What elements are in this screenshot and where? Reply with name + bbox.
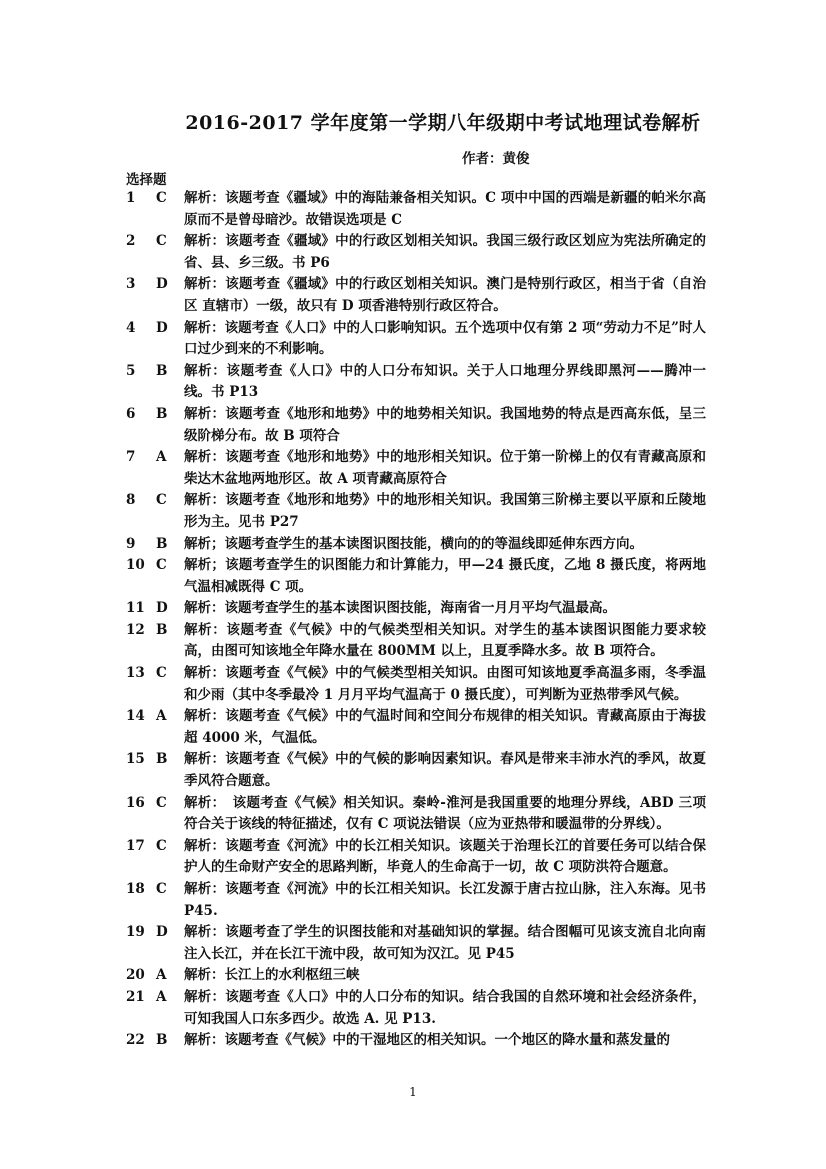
question-answer: D (156, 924, 168, 941)
question-explanation: 解析：该题考查《河流》中的长江相关知识。长江发源于唐古拉山脉，注入东海。见书 P45. (184, 881, 706, 919)
question-explanation: 解析：该题考查《疆域》中的海陆兼备相关知识。C 项中中国的西端是新疆的帕米尔高原而不是曾母暗沙。故错误选项是 C (184, 190, 706, 228)
question-number: 6 (126, 405, 136, 422)
question-number: 18 (126, 881, 145, 897)
question-answer: C (156, 837, 167, 854)
question-item (126, 555, 706, 598)
question-number: 4 (126, 319, 136, 336)
question-explanation: 解析：该题考查《气候》中的干湿地区的相关知识。一个地区的降水量和蒸发量的 (184, 1032, 670, 1049)
question-number: 20 (126, 967, 145, 984)
question-explanation: 解析：该题考查了学生的识图技能和对基础知识的掌握。结合图幅可见该支流自北向南注入长江，并在长江干流中段，故可知为汉江。见 P45 (184, 924, 706, 962)
question-answer: C (156, 492, 167, 509)
question-explanation: 解析：该题考查《气候》中的气温时间和空间分布规律的相关知识。青藏高原由于海拔超 4000 米，气温低。 (184, 708, 706, 746)
question-number: 5 (126, 362, 136, 379)
question-item (126, 836, 706, 879)
question-number: 10 (126, 557, 145, 574)
question-item (126, 598, 706, 620)
question-number: 12 (126, 621, 145, 638)
question-item (126, 749, 706, 792)
question-number: 17 (126, 837, 145, 854)
question-answer: D (156, 600, 168, 617)
question-number: 13 (126, 665, 145, 682)
question-number: 7 (126, 449, 136, 466)
page-number: 1 (409, 1085, 417, 1099)
question-item (126, 188, 706, 231)
question-item (126, 231, 706, 274)
question-explanation: 解析：该题考查《疆域》中的行政区划相关知识。我国三级行政区划应为宪法所确定的 省、县、乡三级。书 P6 (184, 233, 706, 271)
question-answer: B (156, 405, 168, 422)
question-explanation: 解析；该题考查学生的基本读图识图技能，横向的的等温线即延伸东西方向。 (184, 535, 643, 552)
question-explanation: 解析：该题考查《气候》中的气候类型相关知识。由图可知该地夏季高温多雨，冬季温和少雨（其中冬季最冷 1 月月平均气温高于 0 摄氏度），可判断为亚热带季风气候。 (184, 665, 706, 703)
question-answer: C (156, 794, 167, 811)
question-explanation: 解析： 该题考查《气候》相关知识。秦岭-淮河是我国重要的地理分界线，ABD 三项符合关于该线的特征描述，仅有 C 项说法错误（应为亚热带和暖温带的分界线）。 (184, 794, 706, 833)
question-number: 3 (126, 276, 136, 293)
question-answer: C (156, 190, 167, 206)
question-item (126, 663, 706, 706)
question-explanation: 解析：该题考查《人口》中的人口影响知识。五个选项中仅有第 2 项“劳动力不足”时人口过少到来的不利影响。 (184, 319, 706, 358)
question-item (126, 706, 706, 749)
question-explanation: 解析：该题考查《人口》中的人口分布的知识。结合我国的自然环境和社会经济条件，可知我国人口东多西少。故选 A. 见 P13. (184, 988, 706, 1027)
question-number: 22 (126, 1032, 145, 1049)
question-answer: C (156, 557, 167, 574)
question-item (126, 534, 706, 556)
question-answer: A (156, 988, 167, 1005)
question-explanation: 解析：该题考查《疆域》中的行政区划相关知识。澳门是特别行政区，相当于省（自治区 直辖市）一级，故只有 D 项香港特别行政区符合。 (184, 276, 706, 314)
question-answer: B (156, 362, 168, 379)
question-list (126, 188, 706, 1052)
question-number: 14 (126, 708, 145, 725)
question-number: 8 (126, 492, 136, 509)
question-answer: D (156, 276, 168, 293)
question-explanation: 解析：该题考查《气候》中的气候类型相关知识。对学生的基本读图识图能力要求较高，由图可知该地全年降水量在 800MM 以上，且夏季降水多。故 B 项符合。 (184, 621, 706, 660)
question-answer: B (156, 751, 168, 768)
question-item (126, 318, 706, 361)
question-explanation: 解析：该题考查《人口》中的人口分布知识。关于人口地理分界线即黑河——腾冲一线。书 P13 (184, 362, 706, 401)
question-item (126, 490, 706, 533)
question-number: 2 (126, 233, 136, 250)
question-item (126, 274, 706, 317)
question-explanation: 解析：长江上的水利枢纽三峡 (184, 967, 360, 984)
question-explanation: 解析；该题考查学生的识图能力和计算能力，甲—24 摄氏度，乙地 8 摄氏度，将两地气温相减既得 C 项。 (184, 557, 706, 595)
question-answer: C (156, 233, 167, 250)
question-explanation: 解析：该题考查《河流》中的长江相关知识。该题关于治理长江的首要任务可以结合保护人的生命财产安全的思路判断，毕竟人的生命高于一切，故 C 项防洪符合题意。 (184, 837, 706, 876)
question-answer: B (156, 535, 168, 552)
question-number: 15 (126, 751, 145, 768)
question-number: 9 (126, 535, 136, 552)
question-answer: A (156, 449, 167, 466)
question-item (126, 1030, 706, 1052)
question-number: 1 (126, 190, 136, 206)
question-explanation: 解析：该题考查《地形和地势》中的地势相关知识。我国地势的特点是西高东低，呈三级阶梯分布。故 B 项符合 (184, 405, 706, 444)
question-answer: A (156, 708, 167, 725)
author-line: 作者：黄俊 (462, 151, 530, 167)
question-answer: B (156, 621, 168, 638)
question-item (126, 987, 706, 1030)
question-explanation: 解析：该题考查《地形和地势》中的地形相关知识。我国第三阶梯主要以平原和丘陵地形为主。见书 P27 (184, 492, 706, 530)
question-explanation: 解析：该题考查《气候》中的气候的影响因素知识。春风是带来丰沛水汽的季风，故夏季风符合题意。 (184, 751, 706, 790)
question-explanation: 解析：该题考查《地形和地势》中的地形相关知识。位于第一阶梯上的仅有青藏高原和柴达木盆地两地形区。故 A 项青藏高原符合 (184, 449, 706, 487)
question-number: 16 (126, 794, 145, 811)
question-item (126, 447, 706, 490)
page-title: 2016-2017 学年度第一学期八年级期中考试地理试卷解析 (185, 112, 701, 134)
question-answer: A (156, 967, 167, 984)
question-answer: D (156, 319, 168, 336)
question-item (126, 404, 706, 447)
question-answer: B (156, 1032, 168, 1049)
section-title: 选择题 (126, 172, 167, 188)
question-explanation: 解析：该题考查学生的基本读图识图技能，海南省一月月平均气温最高。 (184, 600, 616, 617)
question-answer: C (156, 881, 167, 897)
question-item (126, 361, 706, 404)
question-item (126, 879, 706, 922)
question-answer: C (156, 665, 167, 682)
question-item (126, 793, 706, 836)
question-item (126, 965, 706, 987)
question-item (126, 620, 706, 663)
question-number: 11 (126, 600, 145, 617)
question-item (126, 922, 706, 965)
question-number: 21 (126, 988, 145, 1005)
question-number: 19 (126, 924, 145, 941)
